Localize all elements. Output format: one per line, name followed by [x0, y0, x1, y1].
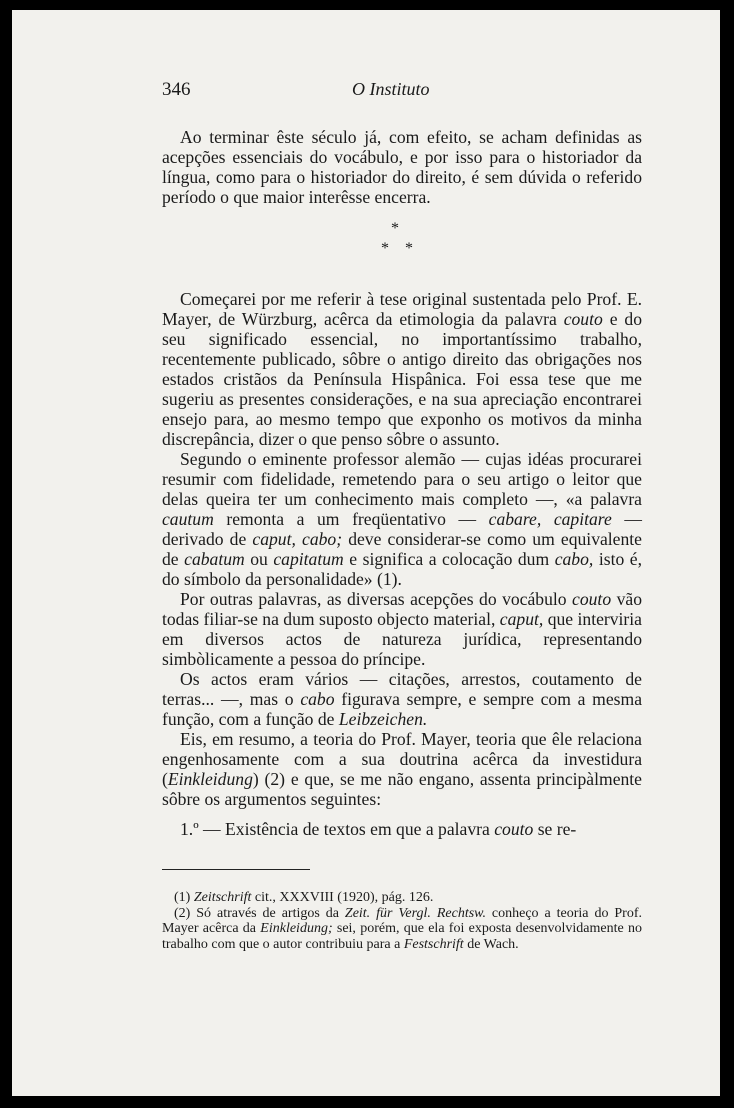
paragraph-mayer-thesis: Começarei por me referir à tese original sustentada pelo Prof. E. Mayer, de Würzburg, acêrca da etimologia da palavra couto e do seu significado essencial, no importantíssimo trabalho, recentemente publicado, sôbre o antigo direito das obrigações nos estados cristãos da Península Hispânica. Foi essa tese que me sugeriu as presentes considerações, e na sua apreciação encontrarei ensejo para, ao mesmo tempo que exponho os motivos da minha discrepância, dizer o que penso sôbre o assunto. [162, 289, 642, 449]
section-break-asterism [162, 217, 642, 275]
paragraph-mayer-quote: Segundo o eminente professor alemão — cujas idéas procurarei resumir com fidelidade, remetendo para o seu artigo o leitor que delas queira ter um conhecimento mais completo —, «a palavra cautum remonta a um freqüentativo — cabare, capitare — derivado de caput, cabo; deve considerar-se como um equivalente de cabatum ou capitatum e significa a colocação dum cabo, isto é, do símbolo da personalidade» (1). [162, 449, 642, 589]
enumerated-argument-1: 1.º — Existência de textos em que a palavra couto se re- [180, 819, 577, 839]
paragraph-other-words: Por outras palavras, as diversas acepções do vocábulo couto vão todas filiar-se na dum suposto objecto material, caput, que interviria em diversos actos de natureza jurídica, representando simbòlicamente a pessoa do príncipe. [162, 589, 642, 669]
page-number: 346 [162, 79, 191, 100]
paragraph-summary: Eis, em resumo, a teoria do Prof. Mayer, teoria que êle relaciona engenhosamente com a sua doutrina acêrca da investidura (Einkleidung) (2) e que, se me não engano, assenta principàlmente sôbre os argumentos seguintes: [162, 729, 642, 809]
page-content [162, 75, 642, 952]
footnote-1: (1) Zeitschrift cit., XXXVIII (1920), pág. 126. [174, 890, 434, 905]
book-page [12, 10, 720, 1096]
running-title: O Instituto [352, 79, 430, 99]
body-text [162, 127, 642, 839]
footnotes [162, 890, 642, 952]
footnote-2: (2) Só através de artigos da Zeit. für Vergl. Rechtsw. conheço a teoria do Prof. Mayer acêrca da Einkleidung; sei, porém, que ela foi exposta desenvolvidamente no trabalho com que o autor contribuiu para a Festschrift de Wach. [162, 905, 642, 952]
asterism-star-right: * [405, 240, 413, 257]
footnote-rule [162, 869, 310, 870]
page-header [162, 75, 642, 105]
paragraph-acts: Os actos eram vários — citações, arrestos, coutamento de terras... —, mas o cabo figurava sempre, e sempre com a mesma função, com a função de Leibzeichen. [162, 669, 643, 729]
asterism-star-top: * [391, 220, 399, 237]
asterism-star-left: * [381, 240, 389, 257]
intro-paragraph: Ao terminar êste século já, com efeito, se acham definidas as acepções essenciais do vocábulo, e por isso para o historiador da língua, como para o historiador do direito, é sem dúvida o referido período o que maior interêsse encerra. [162, 127, 642, 207]
